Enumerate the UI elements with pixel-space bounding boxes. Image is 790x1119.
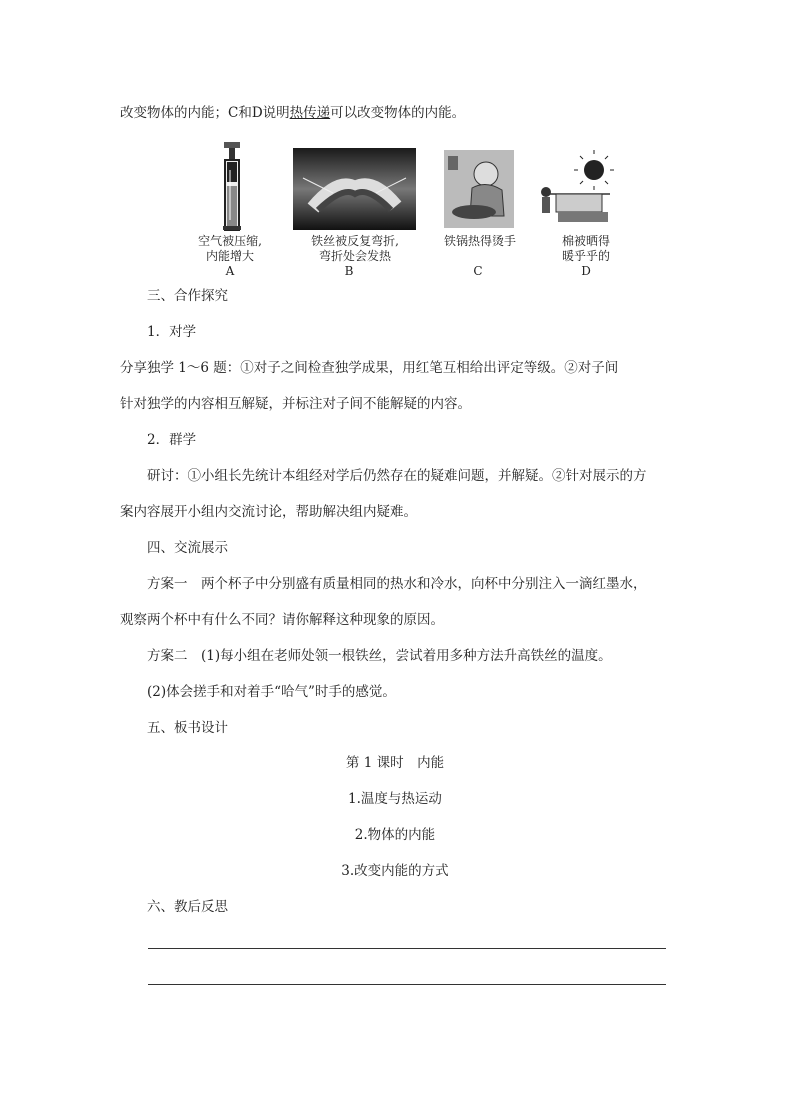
paragraph-qun-xue-2: 案内容展开小组内交流讨论，帮助解决组内疑难。 bbox=[120, 504, 417, 520]
figure-a-letter: A bbox=[225, 264, 235, 278]
figure-d-caption-1: 棉被晒得 bbox=[561, 234, 610, 248]
figure-d-quilt-sun bbox=[538, 150, 618, 226]
figure-a-caption-1: 空气被压缩, bbox=[198, 234, 262, 248]
figure-c-hot-wok bbox=[444, 150, 514, 228]
subheading-qun-xue: 2．群学 bbox=[147, 432, 197, 448]
figure-c-caption: 铁锅热得烫手 bbox=[443, 234, 516, 248]
plan-2-line-2: (2)体会搓手和对着手“哈气”时手的感觉。 bbox=[147, 684, 396, 700]
board-title: 第 1 课时 内能 bbox=[345, 755, 445, 771]
plan-1-line-1: 方案一 两个杯子中分别盛有质量相同的热水和冷水，向杯中分别注入一滴红墨水， bbox=[147, 576, 647, 592]
section-5-heading: 五、板书设计 bbox=[147, 720, 228, 736]
intro-line bbox=[120, 103, 465, 123]
section-4-heading: 四、交流展示 bbox=[147, 540, 228, 556]
figure-b-bending-wire bbox=[293, 148, 416, 230]
intro-text-2: 可以改变物体的内能。 bbox=[330, 105, 466, 121]
paragraph-dui-xue-1: 分享独学 1～6 题：①对子之间检查独学成果，用红笔互相给出评定等级。②对子间 bbox=[120, 360, 619, 376]
section-6-heading: 六、教后反思 bbox=[147, 899, 228, 915]
board-item-3: 3.改变内能的方式 bbox=[341, 863, 449, 879]
figure-d-letter: D bbox=[581, 264, 591, 278]
paragraph-qun-xue-1: 研讨：①小组长先统计本组经对学后仍然存在的疑难问题，并解疑。②针对展示的方 bbox=[147, 468, 647, 484]
plan-1-line-2: 观察两个杯中有什么不同？请你解释这种现象的原因。 bbox=[120, 612, 444, 628]
board-item-1: 1.温度与热运动 bbox=[348, 791, 442, 807]
figure-c-letter: C bbox=[473, 264, 483, 278]
intro-underlined-term: 热传递 bbox=[289, 105, 331, 121]
figure-a-compression-tube bbox=[218, 140, 246, 232]
board-item-2: 2.物体的内能 bbox=[354, 827, 436, 843]
figure-a-caption-2: 内能增大 bbox=[205, 249, 254, 263]
figure-b-caption-1: 铁丝被反复弯折, bbox=[311, 234, 399, 248]
reflection-line-1 bbox=[148, 948, 666, 949]
section-3-heading: 三、合作探究 bbox=[147, 288, 228, 304]
paragraph-dui-xue-2: 针对独学的内容相互解疑，并标注对子间不能解疑的内容。 bbox=[120, 396, 471, 412]
figure-b-letter: B bbox=[344, 264, 354, 278]
figure-d-caption-2: 暖乎乎的 bbox=[561, 249, 610, 263]
intro-text-1: 改变物体的内能；C和D说明 bbox=[120, 105, 290, 121]
subheading-dui-xue: 1．对学 bbox=[147, 324, 197, 340]
plan-2-line-1: 方案二 (1)每小组在老师处领一根铁丝，尝试着用多种方法升高铁丝的温度。 bbox=[147, 648, 612, 664]
reflection-line-2 bbox=[148, 984, 666, 985]
figure-b-caption-2: 弯折处会发热 bbox=[318, 249, 391, 263]
